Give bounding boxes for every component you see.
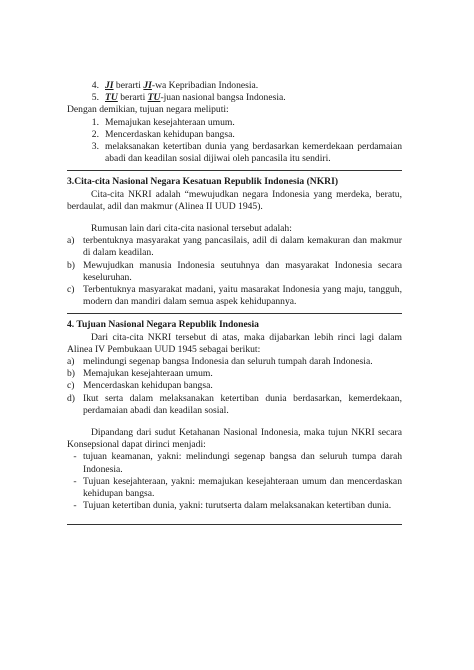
acronym-part: TU: [147, 92, 161, 104]
paragraph: Cita-cita NKRI adalah “mewujudkan negara Indonesia yang merdeka, beratu, berdaulat, adil dan makmur (Alinea II UUD 1945).: [67, 188, 402, 212]
paragraph: Rumusan lain dari cita-cita nasional tersebut adalah:: [91, 223, 292, 235]
tujuan-intro: Dengan demikian, tujuan negara meliputi:: [67, 104, 229, 116]
list-item: a) terbentuknya masyarakat yang pancasilais, adil di dalam kemakuran dan makmur di dalam keadilan.: [67, 235, 402, 259]
list-number: 5.: [91, 92, 99, 104]
section-heading: 3.Cita-cita Nasional Negara Kesatuan Republik Indonesia (NKRI): [67, 176, 339, 188]
list-item: 2. Mencerdaskan kehidupan bangsa.: [91, 128, 235, 140]
list-item: 5. TU berarti TU-juan nasional bangsa Indonesia.: [67, 92, 402, 104]
list-item: c) Mencerdaskan kehidupan bangsa.: [67, 380, 213, 392]
paragraph: Dari cita-cita NKRI tersebut di atas, maka dijabarkan lebih rinci lagi dalam Alinea IV Pembukaan UUD 1945 sebagai berikut:: [67, 331, 402, 355]
list-item: b) Mewujudkan manusia Indonesia seutuhnya dan masyarakat Indonesia secara keseluruhan.: [67, 259, 402, 283]
list-item: 3. melaksanakan ketertiban dunia yang berdasarkan kemerdekaan perdamaian abadi dan keadilan sosial dijiwai oleh pancasila itu sendiri.: [91, 141, 402, 165]
list-item: 1. Memajukan kesejahteraan umum.: [91, 116, 235, 128]
acronym-part: JI: [143, 80, 152, 91]
divider: [67, 170, 402, 171]
paragraph: Dipandang dari sudut Ketahanan Nasional Indonesia, maka tujun NKRI secara Konsepsional dapat dirinci menjadi:: [67, 427, 402, 451]
list-item: - tujuan keamanan, yakni: melindungi segenap bangsa dan seluruh tumpa darah Indonesia.: [73, 451, 402, 475]
list-item: d) Ikut serta dalam melaksanakan ketertiban dunia berdasarkan, kemerdekaan, perdamaian abadi dan keadilan sosial.: [67, 392, 402, 416]
list-item: b) Memajukan kesejahteraan umum.: [67, 368, 213, 380]
divider: [67, 313, 402, 314]
list-item: a) melindungi segenap bangsa Indonesia dan seluruh tumpah darah Indonesia.: [67, 356, 373, 368]
list-item: - Tujuan ketertiban dunia, yakni: turutserta dalam melaksanakan ketertiban dunia.: [73, 500, 392, 512]
acronym-part: JI: [105, 80, 114, 91]
list-item: - Tujuan kesejahteraan, yakni: memajukan kesejahteraan umum dan mencerdaskan kehidupan bangsa.: [73, 475, 402, 500]
list-item: 4. JI berarti JI-wa Kepribadian Indonesia.: [67, 80, 402, 92]
acronym-part: TU: [105, 92, 118, 104]
list-item: c) Terbentuknya masyarakat madani, yaitu masarakat Indonesia yang maju, tangguh, modern dan mandiri dalam semua aspek kehidupannya.: [67, 284, 402, 308]
section-heading: 4. Tujuan Nasional Negara Republik Indonesia: [67, 319, 259, 331]
list-number: 4.: [91, 80, 99, 91]
divider: [67, 524, 402, 525]
